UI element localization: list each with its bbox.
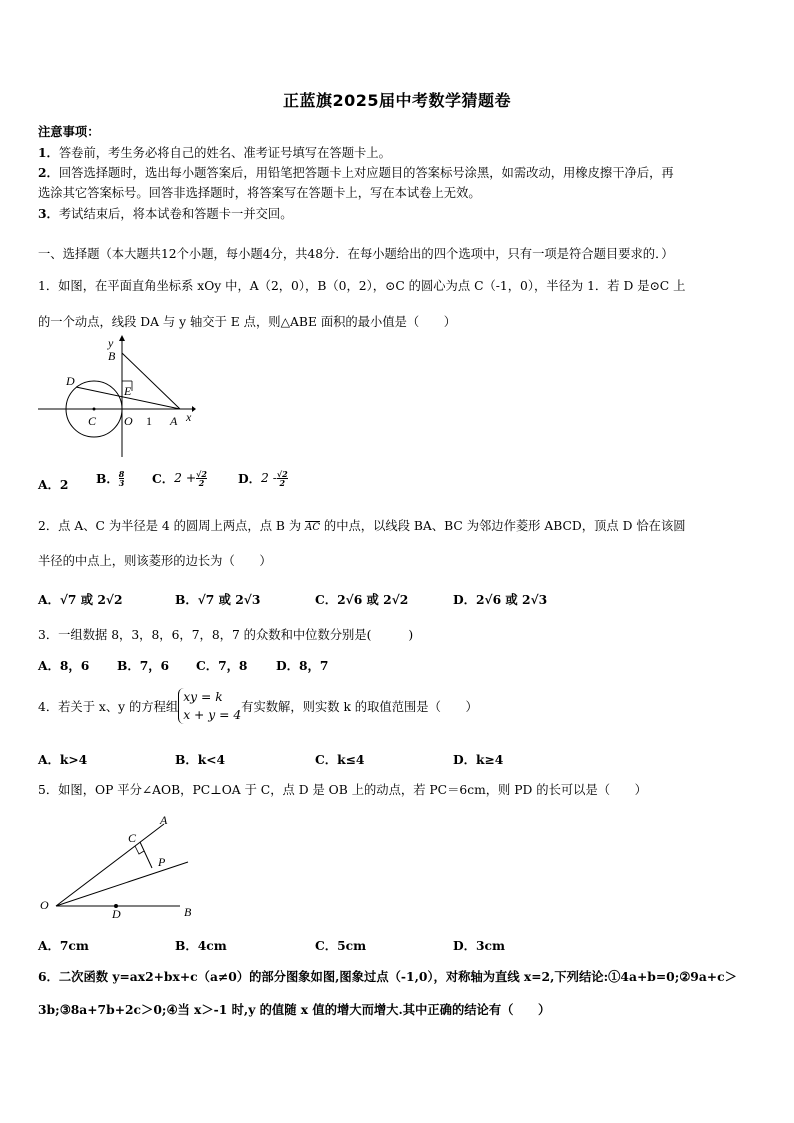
q3-option-c: C．7，8 xyxy=(196,658,248,673)
fig5-label-b: B xyxy=(184,905,192,919)
arc-ac: $\overline{AC}$ xyxy=(305,522,320,533)
fig1-label-x: x xyxy=(186,410,192,424)
q1-figure xyxy=(36,333,196,459)
q4-option-a: A．k>4 xyxy=(38,752,88,767)
fig5-label-d: D xyxy=(112,907,121,921)
q4-line: 4．若关于 x、y 的方程组xy = k x + y = 4有实数解，则实数 k 的取值范围是（ ） xyxy=(38,690,478,722)
q2-option-b: B．√7 或 2√3 xyxy=(175,592,261,607)
note-3: 3．考试结束后，将本试卷和答题卡一并交回。 xyxy=(38,206,293,221)
q5-option-c: C．5cm xyxy=(315,938,367,953)
fig5-label-o: O xyxy=(40,898,49,912)
notes-heading: 注意事项： xyxy=(38,124,100,139)
q1-option-c: C．2 + $\frac{√2}{2}$ xyxy=(152,468,207,488)
q1-option-d: D．2 - $\frac{√2}{2}$ xyxy=(238,468,288,488)
q2-option-d: D．2√6 或 2√3 xyxy=(453,592,548,607)
q5-option-b: B．4cm xyxy=(175,938,227,953)
fig1-label-d: D xyxy=(66,374,75,388)
fig5-label-p: P xyxy=(158,855,166,869)
fig5-label-c: C xyxy=(128,831,137,845)
section-heading: 一、选择题（本大题共12个小题，每小题4分，共48分．在每小题给出的四个选项中，只有一项是符合题目要求的．） xyxy=(38,247,674,261)
q3-option-d: D．8，7 xyxy=(276,658,329,673)
q4-option-c: C．k≤4 xyxy=(315,752,365,767)
q2-line-2: 半径的中点上，则该菱形的边长为（ ） xyxy=(38,554,272,568)
q1-line-1: 1．如图，在平面直角坐标系 xOy 中，A（2，0），B（0，2），⊙C 的圆心为点 C（-1，0），半径为 1．若 D 是⊙C 上 xyxy=(38,279,686,293)
q1-option-a: A．2 xyxy=(38,477,69,492)
q5-figure xyxy=(36,810,206,922)
q6-line-2: 3b;③8a+7b+2c＞0;④当 x＞-1 时,y 的值随 x 值的增大而增大.其中正确的结论有（ ） xyxy=(38,1002,551,1017)
q1-option-b: B． $\frac{8}{3}$ xyxy=(96,468,125,488)
q2-option-a: A．√7 或 2√2 xyxy=(38,592,123,607)
fig1-label-o: O xyxy=(124,414,133,428)
fig1-label-e: E xyxy=(124,384,132,398)
q1-line-2: 的一个动点，线段 DA 与 y 轴交于 E 点，则△ABE 面积的最小值是（ ） xyxy=(38,315,457,329)
q2-line-1: 2．点 A、C 为半径是 4 的圆周上两点，点 B 为 $\overline{AC}$ 的中点，以线段 BA、BC 为邻边作菱形 ABCD，顶点 D 恰在该圆 xyxy=(38,519,686,533)
fig5-label-a: A xyxy=(160,813,168,827)
q4-option-b: B．k<4 xyxy=(175,752,226,767)
q6-line-1: 6．二次函数 y=ax2+bx+c（a≠0）的部分图象如图,图象过点（-1,0），对称轴为直线 x=2,下列结论:①4a+b=0;②9a+c＞ xyxy=(38,969,737,984)
q5-option-a: A．7cm xyxy=(38,938,89,953)
fig1-label-b: B xyxy=(108,349,116,363)
fig1-label-a: A xyxy=(170,414,178,428)
q5-option-d: D．3cm xyxy=(453,938,506,953)
page-title: 正蓝旗2025届中考数学猜题卷 xyxy=(282,91,512,110)
fig1-label-c: C xyxy=(88,414,97,428)
q4-option-d: D．k≥4 xyxy=(453,752,504,767)
q3-line: 3．一组数据 8，3，8，6，7，8，7 的众数和中位数分别是( ) xyxy=(38,628,414,642)
fig1-label-1: 1 xyxy=(146,414,152,428)
note-1: 1．答卷前，考生务必将自己的姓名、准考证号填写在答题卡上。 xyxy=(38,145,391,160)
fig1-label-y: y xyxy=(108,336,114,350)
q3-option-b: B．7，6 xyxy=(117,658,170,673)
q5-line: 5．如图，OP 平分∠AOB，PC⊥OA 于 C，点 D 是 OB 上的动点，若 PC＝6cm，则 PD 的长可以是（ ） xyxy=(38,783,647,797)
q3-option-a: A．8，6 xyxy=(38,658,90,673)
q4-equation-system: xy = k x + y = 4 xyxy=(178,688,241,724)
q2-option-c: C．2√6 或 2√2 xyxy=(315,592,409,607)
note-2-line-1: 2．回答选择题时，选出每小题答案后，用铅笔把答题卡上对应题目的答案标号涂黑，如需改动，用橡皮擦干净后，再 xyxy=(38,165,674,180)
note-2-line-2: 选涂其它答案标号。回答非选择题时，将答案写在答题卡上，写在本试卷上无效。 xyxy=(38,186,481,200)
